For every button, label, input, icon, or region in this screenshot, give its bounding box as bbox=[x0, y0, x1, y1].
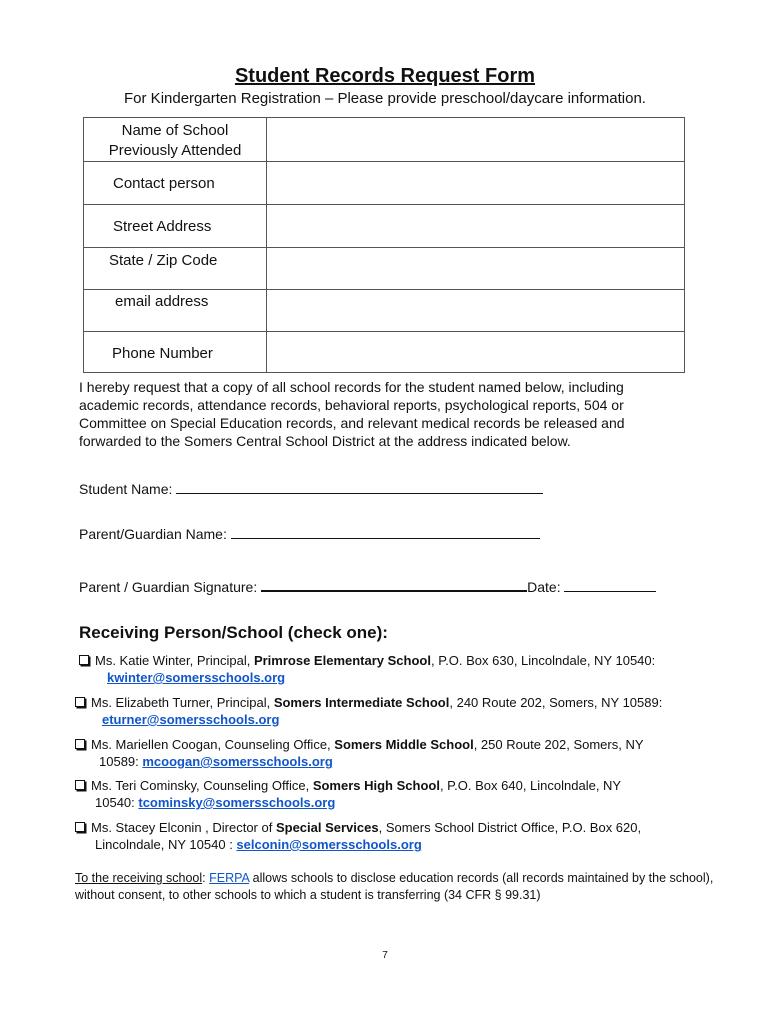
receiving-option-special-services[interactable]: Ms. Stacey Elconin , Director of Special Services, Somers School District Office, P.O. Box 620, Lincolndale, NY 10540 : selconin@somersschools.org bbox=[75, 819, 641, 853]
signature-label: Parent / Guardian Signature: bbox=[79, 579, 258, 595]
email-address-label: email address bbox=[115, 293, 209, 310]
receiving-option-intermediate[interactable]: Ms. Elizabeth Turner, Principal, Somers Intermediate School, 240 Route 202, Somers, NY 10589: eturner@somersschools.org bbox=[75, 694, 662, 728]
contact-person-input[interactable] bbox=[268, 163, 682, 203]
email-link[interactable]: tcominsky@somersschools.org bbox=[138, 795, 336, 810]
receiving-option-high[interactable]: Ms. Teri Cominsky, Counseling Office, Somers High School, P.O. Box 640, Lincolndale, NY 10540: tcominsky@somersschools.org bbox=[75, 777, 621, 811]
request-statement: I hereby request that a copy of all school records for the student named below, including academic records, attendance records, behavioral reports, psychological reports, 504 or Committee on Special Education records, and relevant medical records be released and forwarded to the Somers Central School District at the address indicated below. bbox=[79, 379, 625, 449]
receiving-option-primrose[interactable]: Ms. Katie Winter, Principal, Primrose Elementary School, P.O. Box 630, Lincolndale, NY 10540: kwinter@somersschools.org bbox=[79, 652, 655, 686]
email-link[interactable]: eturner@somersschools.org bbox=[102, 712, 280, 727]
signature-line[interactable] bbox=[261, 578, 527, 592]
date-line[interactable] bbox=[564, 579, 656, 592]
school-name: Special Services bbox=[275, 820, 379, 835]
phone-number-label: Phone Number bbox=[112, 345, 213, 362]
parent-name-label: Parent/Guardian Name: bbox=[79, 526, 227, 542]
street-address-input[interactable] bbox=[268, 206, 682, 246]
school-name-label: Name of School Previously Attended bbox=[108, 122, 242, 159]
receiving-option-middle[interactable]: Ms. Mariellen Coogan, Counseling Office, Somers Middle School, 250 Route 202, Somers, NY 10589: mcoogan@somersschools.org bbox=[75, 736, 644, 770]
state-zip-label: State / Zip Code bbox=[109, 252, 218, 269]
student-name-label: Student Name: bbox=[79, 481, 173, 497]
ferpa-link[interactable]: FERPA bbox=[209, 871, 250, 885]
school-name-input[interactable] bbox=[268, 120, 682, 160]
school-name: Somers Intermediate School bbox=[273, 695, 450, 710]
checkbox[interactable] bbox=[75, 780, 85, 790]
checkbox[interactable] bbox=[75, 739, 85, 749]
parent-name-field bbox=[79, 526, 540, 542]
email-address-input[interactable] bbox=[268, 291, 682, 330]
form-title: Student Records Request Form bbox=[234, 65, 536, 87]
signature-field bbox=[79, 578, 656, 595]
receiving-school-lead: To the receiving school bbox=[75, 871, 203, 885]
ferpa-note: To the receiving school: FERPA allows schools to disclose education records (all records maintained by the school), without consent, to other schools to which a student is transferring (34 CFR § 99.31) bbox=[75, 871, 714, 902]
checkbox[interactable] bbox=[75, 697, 85, 707]
checkbox[interactable] bbox=[75, 822, 85, 832]
school-name: Primrose Elementary School bbox=[253, 653, 431, 668]
table-row-divider bbox=[84, 331, 684, 332]
school-name: Somers High School bbox=[312, 778, 440, 793]
table-row-divider bbox=[84, 247, 684, 248]
student-name-line[interactable] bbox=[176, 481, 543, 494]
street-address-label: Street Address bbox=[113, 218, 212, 235]
school-name: Somers Middle School bbox=[334, 737, 474, 752]
previous-school-table bbox=[83, 117, 685, 373]
email-link[interactable]: selconin@somersschools.org bbox=[236, 837, 422, 852]
contact-person-label: Contact person bbox=[113, 175, 215, 192]
checkbox[interactable] bbox=[79, 655, 89, 665]
date-label: Date: bbox=[527, 579, 561, 595]
table-row-divider bbox=[84, 289, 684, 290]
form-subtitle: For Kindergarten Registration – Please provide preschool/daycare information. bbox=[124, 90, 646, 107]
email-link[interactable]: kwinter@somersschools.org bbox=[107, 670, 286, 685]
phone-number-input[interactable] bbox=[268, 333, 682, 372]
receiving-heading: Receiving Person/School (check one): bbox=[79, 623, 388, 642]
student-name-field bbox=[79, 481, 543, 497]
page-number: 7 bbox=[382, 950, 388, 961]
table-column-divider bbox=[266, 118, 267, 372]
table-row-divider bbox=[84, 161, 684, 162]
email-link[interactable]: mcoogan@somersschools.org bbox=[142, 754, 333, 769]
state-zip-input[interactable] bbox=[268, 249, 682, 288]
table-row-divider bbox=[84, 204, 684, 205]
parent-name-line[interactable] bbox=[231, 526, 540, 539]
